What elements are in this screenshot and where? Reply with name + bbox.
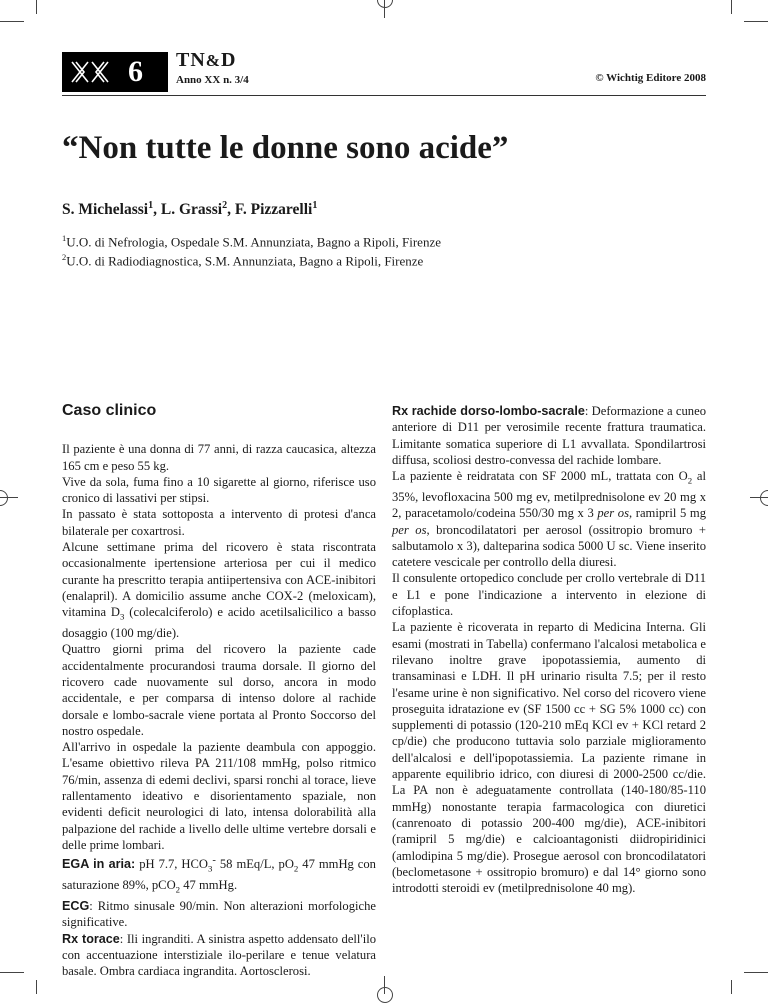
journal-issue: Anno XX n. 3/4 — [176, 74, 249, 86]
author: F. Pizzarelli — [234, 201, 313, 219]
article-title: “Non tutte le donne sono acide” — [62, 130, 509, 166]
crop-mark — [744, 972, 768, 973]
affiliation: $^2$U.O. di Radiodiagnostica, S.M. Annunziata, Bagno a Ripoli, Firenze — [62, 251, 424, 268]
crop-mark — [36, 0, 37, 14]
journal-name: TN&D — [176, 49, 237, 71]
rx-torace-label: Rx torace — [62, 931, 120, 946]
section-number: 6 — [128, 55, 143, 88]
crop-mark — [731, 0, 732, 14]
paragraph: Alcune settimane prima del ricovero è stata riscontrata occasionalmente ipertensione arteriosa per cui il medico curante ha prescritto terapia antiipertensiva con ACE-inibitori (enalapril). A domicilio assume anche COX-2 (meloxicam), vitamina $D_3$ (colecalciferolo) e acido acetilsalicilico a basso dosaggio (100 mg/die). — [62, 540, 376, 641]
ega-label: EGA in aria: — [62, 857, 136, 872]
journal-logo-icon — [70, 60, 110, 84]
registration-mark-left — [0, 490, 8, 506]
section-badge — [62, 52, 168, 92]
rx-rachide-paragraph: Rx rachide dorso-lombo-sacrale: Deformazione a cuneo anteriore di D11 per verosimile recente frattura traumatica. Limitante somatica superiore di L1 avvallata. Spondilartrosi diffusa, scoliosi destro-convessa del rachide lombare. — [392, 404, 706, 467]
section-heading: Caso clinico — [62, 402, 157, 419]
crop-mark — [0, 21, 24, 22]
header-divider — [62, 95, 706, 96]
registration-line — [750, 497, 768, 498]
right-column — [392, 403, 706, 896]
paragraph: Vive da sola, fuma fino a 10 sigarette al giorno, riferisce uso cronico di lassativi per stipsi. — [62, 474, 376, 506]
paragraph: All'arrivo in ospedale la paziente deambula con appoggio. L'esame obiettivo rileva PA 211/108 mmHg, polso ritmico 76/min, assenza di edemi declivi, sparsi ronchi al torace, lieve rallentamento ideativo e disorientamento spaziale, non evidenti deficit neurologici di lato, intensa dolorabilità alla palpazione del rachide a livello delle ultime vertebre dorsali e delle prime lombari. — [62, 740, 376, 852]
ega-paragraph: EGA in aria: pH 7.7, $HCO_3^-$ 58 mEq/L, $pO_2$ 47 mmHg con saturazione 89%, pCO$_2$ 47 mmHg. — [62, 855, 376, 895]
paragraph: In passato è stata sottoposta a intervento di protesi d'anca bilaterale per coxartrosi. — [62, 507, 376, 538]
registration-line — [384, 976, 385, 994]
rx-torace-paragraph: Rx torace: Ili ingranditi. A sinistra aspetto addensato dell'ilo con accentuazione interstiziale ilo-perilare e tenue velatura basale. Ombra cardiaca ingrandita. Aortosclerosi. — [62, 931, 376, 979]
registration-mark-right — [760, 490, 768, 506]
crop-mark — [731, 980, 732, 994]
crop-mark — [744, 21, 768, 22]
registration-mark-top — [377, 0, 393, 8]
crop-mark — [0, 972, 24, 973]
left-column — [62, 403, 376, 980]
crop-mark — [36, 980, 37, 994]
paragraph: Quattro giorni prima del ricovero la paziente cade accidentalmente procurandosi trauma dorsale. Il giorno del ricovero cade nuovamente sul dorso, ancora in modo accidentale, e per comparsa di intenso dolore al rachide dorsale e lombo-sacrale viene portata al Pronto Soccorso del nostro ospedale. — [62, 642, 376, 738]
affiliation: $^1$U.O. di Nefrologia, Ospedale S.M. Annunziata, Bagno a Ripoli, Firenze — [62, 233, 441, 250]
journal-title — [176, 50, 249, 86]
registration-line — [384, 0, 385, 18]
registration-mark-bottom — [377, 987, 393, 1003]
affiliations — [62, 233, 441, 270]
paragraph: Il consulente ortopedico conclude per crollo vertebrale di D11 e L1 e pone l'indicazione a intervento in elezione di cifoplastica. — [392, 571, 706, 619]
ecg-paragraph: ECG: Ritmo sinusale 90/min. Non alterazioni morfologiche significative. — [62, 899, 376, 930]
author: L. Grassi — [160, 201, 223, 219]
publisher-copyright: © Wichtig Editore 2008 — [595, 72, 706, 84]
registration-line — [0, 497, 18, 498]
author-list: S. Michelassi$^1$, L. Grassi$^2$, F. Pizzarelli$^1$ — [62, 200, 318, 219]
paragraph: Il paziente è una donna di 77 anni, di razza caucasica, altezza 165 cm e peso 55 kg. — [62, 442, 376, 473]
author: S. Michelassi — [62, 201, 149, 219]
rx-rachide-label: Rx rachide dorso-lombo-sacrale — [392, 404, 585, 418]
paragraph: La paziente è ricoverata in reparto di Medicina Interna. Gli esami (mostrati in Tabella) confermano l'alcalosi metabolica e rilevano inoltre grave ipopotassiemia, aumento di transaminasi e LDH. Il pH urinario risulta 7.5; per il resto l'esame urine è non significativo. Nel corso del ricovero viene proseguita idratazione ev (SF 1500 cc + SG 5% 1000 cc) con supplementi di potassio (120-210 mEq KCl ev + KCl retard 2 cp/die) che producono tuttavia solo parziale miglioramento dell'alcalosi e dell'ipopotassiemia. La paziente rimane in apparente equilibrio idrico, con diuresi di 2000-2500 cc/die. La PA non è adeguatamente controllata (140-180/85-110 mmHg) nonostante terapia farmacologica con diuretici (canrenoato di potassio 200-400 mg/die), ACE-inibitori (ramipril 5 mg/die) e calcioantagonisti diidropiridinici (amlodipina 5 mg/die). Prosegue aerosol con broncodilatatori (beclometasone + ossitropio bromuro) e dal 14° giorno sono introdotti steroidi ev (metilprednisolone 40 mg). — [392, 620, 706, 896]
ecg-label: ECG — [62, 899, 90, 914]
paragraph: La paziente è reidratata con SF 2000 mL, trattata con $O_2$ al 35%, levofloxacina 500 mg ev, metilprednisolone ev 20 mg x 2, paracetamolo/codeina 550/30 mg x 3 per os, ramipril 5 mg per os, broncodilatatori per aerosol (ossitropio bromuro + salbutamolo x 3), dalteparina sodica 5000 U sc. Viene inserito catetere vescicale per controllo della diuresi. — [392, 469, 706, 570]
